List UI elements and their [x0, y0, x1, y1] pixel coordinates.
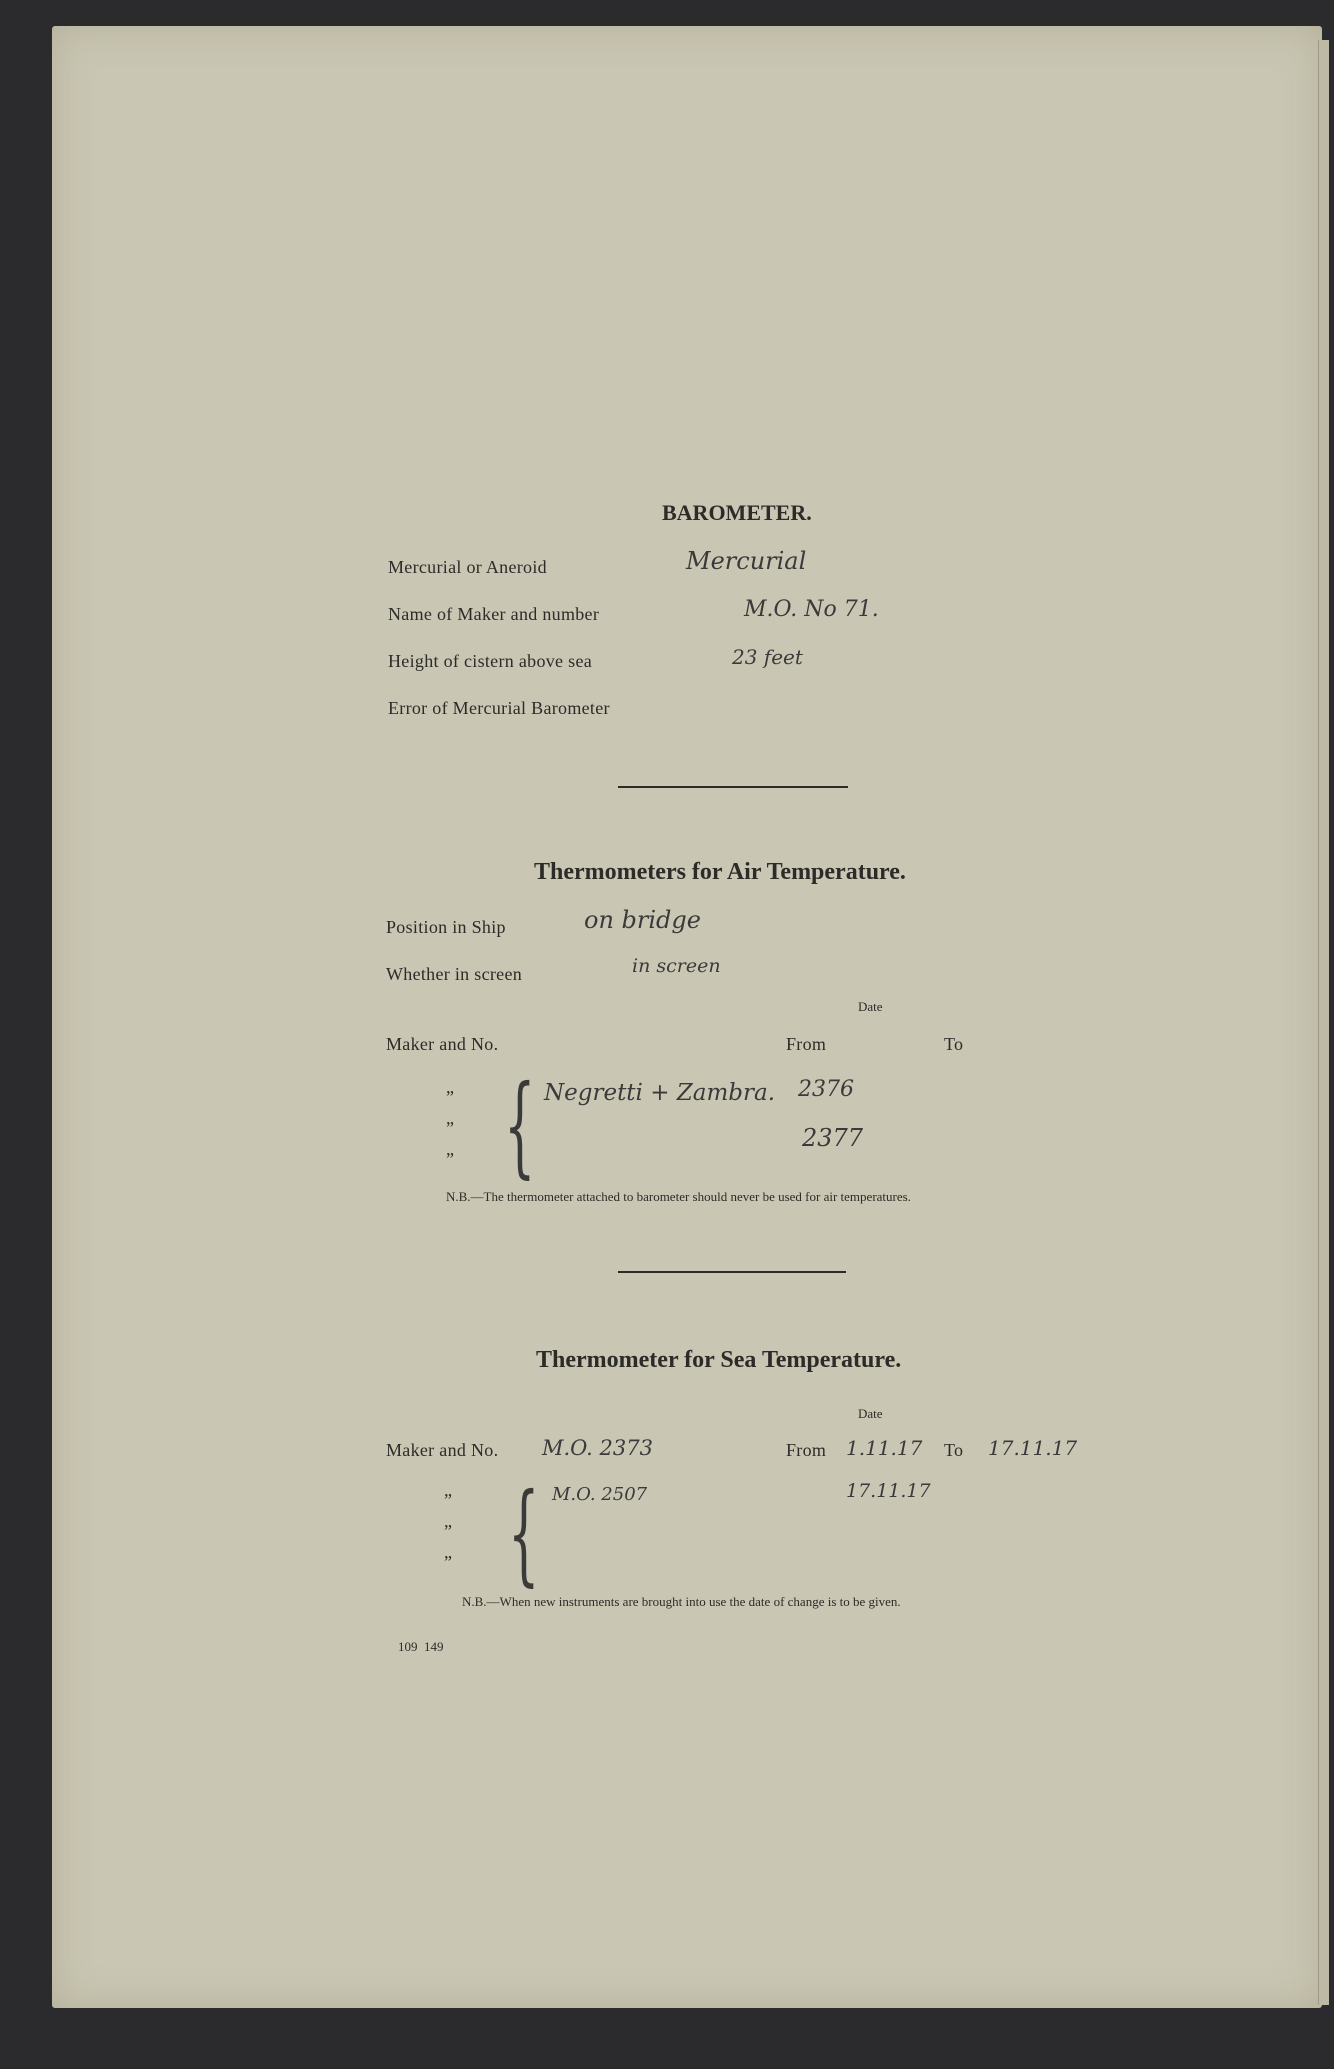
- air-maker-label: Maker and No.: [386, 1034, 499, 1054]
- sea-to-label: To: [944, 1440, 964, 1460]
- cistern-height-value: 23 feet: [732, 645, 803, 669]
- sea-second-maker-value: M.O. 2507: [552, 1484, 648, 1505]
- sea-maker-value: M.O. 2373: [542, 1436, 653, 1460]
- barometer-heading: BAROMETER.: [662, 500, 812, 525]
- section-divider: [618, 786, 848, 788]
- form-page: [52, 26, 1322, 2008]
- air-date-label: Date: [858, 999, 883, 1014]
- whether-in-screen-label: Whether in screen: [386, 964, 523, 984]
- sea-date-label: Date: [858, 1406, 883, 1421]
- air-number-1: 2376: [798, 1077, 854, 1102]
- air-to-label: To: [944, 1034, 964, 1054]
- position-in-ship-value: on bridge: [584, 906, 701, 934]
- bracket-mark: {: [508, 1469, 540, 1597]
- sea-maker-label: Maker and No.: [386, 1440, 499, 1460]
- ditto-mark: ”: [444, 1521, 453, 1541]
- air-note: N.B.—The thermometer attached to barometer should never be used for air temperatures.: [446, 1189, 911, 1204]
- air-from-label: From: [786, 1034, 827, 1054]
- mercurial-or-aneroid-value: Mercurial: [686, 547, 807, 575]
- air-number-2: 2377: [802, 1124, 864, 1152]
- mercurial-or-aneroid-label: Mercurial or Aneroid: [388, 557, 547, 577]
- section-divider: [618, 1271, 846, 1273]
- ditto-mark: ”: [446, 1149, 455, 1169]
- air-maker-value: Negretti + Zambra.: [544, 1080, 776, 1106]
- sea-from-value: 1.11.17: [846, 1436, 923, 1460]
- sea-second-from-value: 17.11.17: [846, 1480, 931, 1502]
- ditto-mark: ”: [444, 1552, 453, 1572]
- sea-from-label: From: [786, 1440, 827, 1460]
- barometer-error-label: Error of Mercurial Barometer: [388, 698, 610, 718]
- maker-and-number-label: Name of Maker and number: [388, 604, 600, 624]
- sea-to-value: 17.11.17: [988, 1436, 1078, 1460]
- air-thermometers-heading: Thermometers for Air Temperature.: [534, 859, 906, 885]
- sea-thermometer-heading: Thermometer for Sea Temperature.: [536, 1347, 902, 1373]
- form-code: 109 149: [398, 1639, 444, 1654]
- sea-note: N.B.—When new instruments are brought into use the date of change is to be given.: [462, 1594, 901, 1609]
- bracket-mark: {: [504, 1061, 536, 1189]
- position-in-ship-label: Position in Ship: [386, 917, 506, 937]
- ditto-mark: ”: [446, 1118, 455, 1138]
- whether-in-screen-value: in screen: [632, 955, 721, 977]
- page-edge: [1318, 40, 1329, 2005]
- cistern-height-label: Height of cistern above sea: [388, 651, 593, 671]
- maker-and-number-value: M.O. No 71.: [744, 597, 879, 622]
- ditto-mark: ”: [444, 1490, 453, 1510]
- ditto-mark: ”: [446, 1087, 455, 1107]
